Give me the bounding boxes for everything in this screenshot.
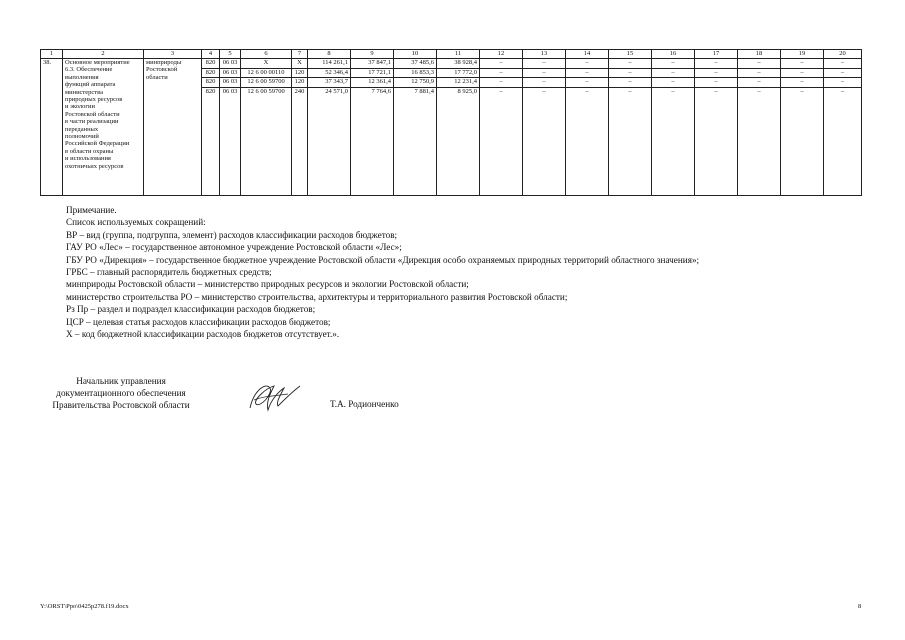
- amount-cell: 12 231,4: [437, 78, 480, 88]
- empty-year-cell: –: [781, 78, 824, 88]
- empty-year-cell: –: [738, 87, 781, 195]
- vr-cell: 240: [292, 87, 308, 195]
- csr-cell: 12 6 00 00110: [241, 68, 292, 78]
- header-cell: 2: [63, 50, 144, 59]
- executor-line: области: [146, 73, 168, 81]
- measure-name-line: Основное мероприятие: [65, 59, 130, 66]
- rzpr-cell: 06 03: [220, 68, 241, 78]
- rzpr-cell: 06 03: [220, 78, 241, 88]
- file-path: Y:\ORST\Ppo\0425p278.f19.docx: [40, 603, 129, 610]
- grbs-cell: 820: [202, 78, 220, 88]
- signatory-position: [40, 375, 202, 411]
- amount-cell: 38 928,4: [437, 59, 480, 69]
- handwritten-signature: [244, 378, 304, 418]
- empty-year-cell: –: [652, 78, 695, 88]
- empty-year-cell: –: [738, 68, 781, 78]
- grbs-cell: 820: [202, 59, 220, 69]
- amount-cell: 12 361,4: [351, 78, 394, 88]
- empty-year-cell: –: [824, 87, 862, 195]
- empty-year-cell: –: [824, 59, 862, 69]
- abbr-item: Рз Пр – раздел и подраздел классификации расходов бюджетов;: [66, 304, 316, 315]
- measure-name-line: в части реализации: [65, 118, 119, 126]
- measure-name-line: в области охраны: [65, 147, 114, 155]
- csr-cell: Х: [241, 59, 292, 69]
- amount-cell: 17 721,1: [351, 68, 394, 78]
- measure-name-line: и экологии: [65, 103, 96, 111]
- empty-year-cell: –: [781, 59, 824, 69]
- empty-year-cell: –: [738, 59, 781, 69]
- measure-name-line: и использования: [65, 155, 111, 163]
- empty-year-cell: –: [523, 87, 566, 195]
- signatory-name: Т.А. Родионченко: [330, 399, 399, 409]
- header-cell: 14: [566, 50, 609, 59]
- position-line: Правительства Ростовской области: [52, 400, 190, 410]
- empty-year-cell: –: [652, 68, 695, 78]
- measure-name-line: природных ресурсов: [65, 96, 123, 104]
- measure-name-line: министерства: [65, 88, 104, 96]
- vr-cell: 120: [292, 78, 308, 88]
- amount-cell: 17 772,0: [437, 68, 480, 78]
- header-cell: 19: [781, 50, 824, 59]
- position-line: документационного обеспечения: [56, 388, 186, 398]
- empty-year-cell: –: [480, 87, 523, 195]
- empty-year-cell: –: [523, 68, 566, 78]
- amount-cell: 12 750,9: [394, 78, 437, 88]
- measure-name-line: охотничьих ресурсов: [65, 162, 124, 170]
- abbr-item: ВР – вид (группа, подгруппа, элемент) расходов классификации расходов бюджетов;: [66, 229, 398, 240]
- empty-year-cell: –: [781, 87, 824, 195]
- empty-year-cell: –: [695, 78, 738, 88]
- amount-cell: 37 847,1: [351, 59, 394, 69]
- header-cell: 8: [308, 50, 351, 59]
- empty-year-cell: –: [566, 68, 609, 78]
- measure-name-line: Ростовской области: [65, 110, 120, 118]
- empty-year-cell: –: [824, 68, 862, 78]
- amount-cell: 7 764,6: [351, 87, 394, 195]
- row-number-cell: 38.: [41, 59, 63, 196]
- header-cell: 11: [437, 50, 480, 59]
- amount-cell: 7 881,4: [394, 87, 437, 195]
- amount-cell: 52 346,4: [308, 68, 351, 78]
- budget-table: [40, 49, 862, 196]
- empty-year-cell: –: [566, 59, 609, 69]
- amount-cell: 8 925,0: [437, 87, 480, 195]
- header-cell: 1: [41, 50, 63, 59]
- abbr-item: ЦСР – целевая статья расходов классификации расходов бюджетов;: [66, 316, 331, 327]
- rzpr-cell: 06 03: [220, 59, 241, 69]
- amount-cell: 16 853,3: [394, 68, 437, 78]
- header-cell: 4: [202, 50, 220, 59]
- abbr-item: министерство строительства РО – министерство строительства, архитектуры и территориального развития Ростовской области;: [66, 291, 568, 302]
- empty-year-cell: –: [523, 78, 566, 88]
- table-row: [41, 59, 862, 69]
- notes-block: [66, 204, 699, 340]
- header-cell: 18: [738, 50, 781, 59]
- abbr-item: Х – код бюджетной классификации расходов бюджетов отсутствует.».: [66, 329, 340, 340]
- csr-cell: 12 6 00 59700: [241, 87, 292, 195]
- executor-cell: [144, 59, 202, 196]
- header-cell: 6: [241, 50, 292, 59]
- empty-year-cell: –: [609, 78, 652, 88]
- header-cell: 7: [292, 50, 308, 59]
- executor-line: минприроды: [146, 59, 182, 66]
- empty-year-cell: –: [609, 68, 652, 78]
- notes-intro: Список используемых сокращений:: [66, 217, 206, 228]
- page-number: 8: [858, 603, 862, 610]
- amount-cell: 114 261,1: [308, 59, 351, 69]
- measure-name-cell: [63, 59, 144, 196]
- empty-year-cell: –: [609, 59, 652, 69]
- measure-name-line: переданных: [65, 125, 99, 133]
- rzpr-cell: 06 03: [220, 87, 241, 195]
- header-cell: 3: [144, 50, 202, 59]
- measure-name-line: функций аппарата: [65, 81, 116, 89]
- header-cell: 15: [609, 50, 652, 59]
- amount-cell: 37 485,6: [394, 59, 437, 69]
- abbr-item: ГАУ РО «Лес» – государственное автономное учреждение Ростовской области «Лес»;: [66, 242, 402, 253]
- abbr-item: ГБУ РО «Дирекция» – государственное бюджетное учреждение Ростовской области «Дирекция особо охраняемых природных территорий областного значения»;: [66, 254, 700, 265]
- empty-year-cell: –: [566, 78, 609, 88]
- measure-name-line: 6.3. Обеспечение: [65, 66, 113, 74]
- empty-year-cell: –: [480, 59, 523, 69]
- empty-year-cell: –: [652, 59, 695, 69]
- position-line: Начальник управления: [76, 376, 166, 386]
- empty-year-cell: –: [695, 87, 738, 195]
- header-cell: 17: [695, 50, 738, 59]
- vr-cell: 120: [292, 68, 308, 78]
- header-cell: 5: [220, 50, 241, 59]
- empty-year-cell: –: [781, 68, 824, 78]
- executor-line: Ростовской: [146, 66, 178, 74]
- amount-cell: 37 343,7: [308, 78, 351, 88]
- header-cell: 12: [480, 50, 523, 59]
- measure-name-line: выполнения: [65, 73, 99, 81]
- header-cell: 10: [394, 50, 437, 59]
- header-cell: 13: [523, 50, 566, 59]
- empty-year-cell: –: [824, 78, 862, 88]
- csr-cell: 12 6 00 59700: [241, 78, 292, 88]
- measure-name-line: полномочий: [65, 133, 99, 141]
- abbr-item: ГРБС – главный распорядитель бюджетных средств;: [66, 267, 272, 278]
- empty-year-cell: –: [738, 78, 781, 88]
- empty-year-cell: –: [609, 87, 652, 195]
- empty-year-cell: –: [695, 59, 738, 69]
- empty-year-cell: –: [695, 68, 738, 78]
- header-cell: 9: [351, 50, 394, 59]
- measure-name-line: Российской Федерации: [65, 140, 130, 148]
- empty-year-cell: –: [480, 78, 523, 88]
- notes-title: Примечание.: [66, 205, 117, 215]
- vr-cell: Х: [292, 59, 308, 69]
- header-cell: 16: [652, 50, 695, 59]
- empty-year-cell: –: [652, 87, 695, 195]
- empty-year-cell: –: [566, 87, 609, 195]
- header-cell: 20: [824, 50, 862, 59]
- grbs-cell: 820: [202, 87, 220, 195]
- abbr-item: минприроды Ростовской области – министерство природных ресурсов и экологии Ростовской области;: [66, 279, 469, 290]
- amount-cell: 24 571,0: [308, 87, 351, 195]
- table-header-row: [41, 50, 862, 59]
- empty-year-cell: –: [523, 59, 566, 69]
- empty-year-cell: –: [480, 68, 523, 78]
- grbs-cell: 820: [202, 68, 220, 78]
